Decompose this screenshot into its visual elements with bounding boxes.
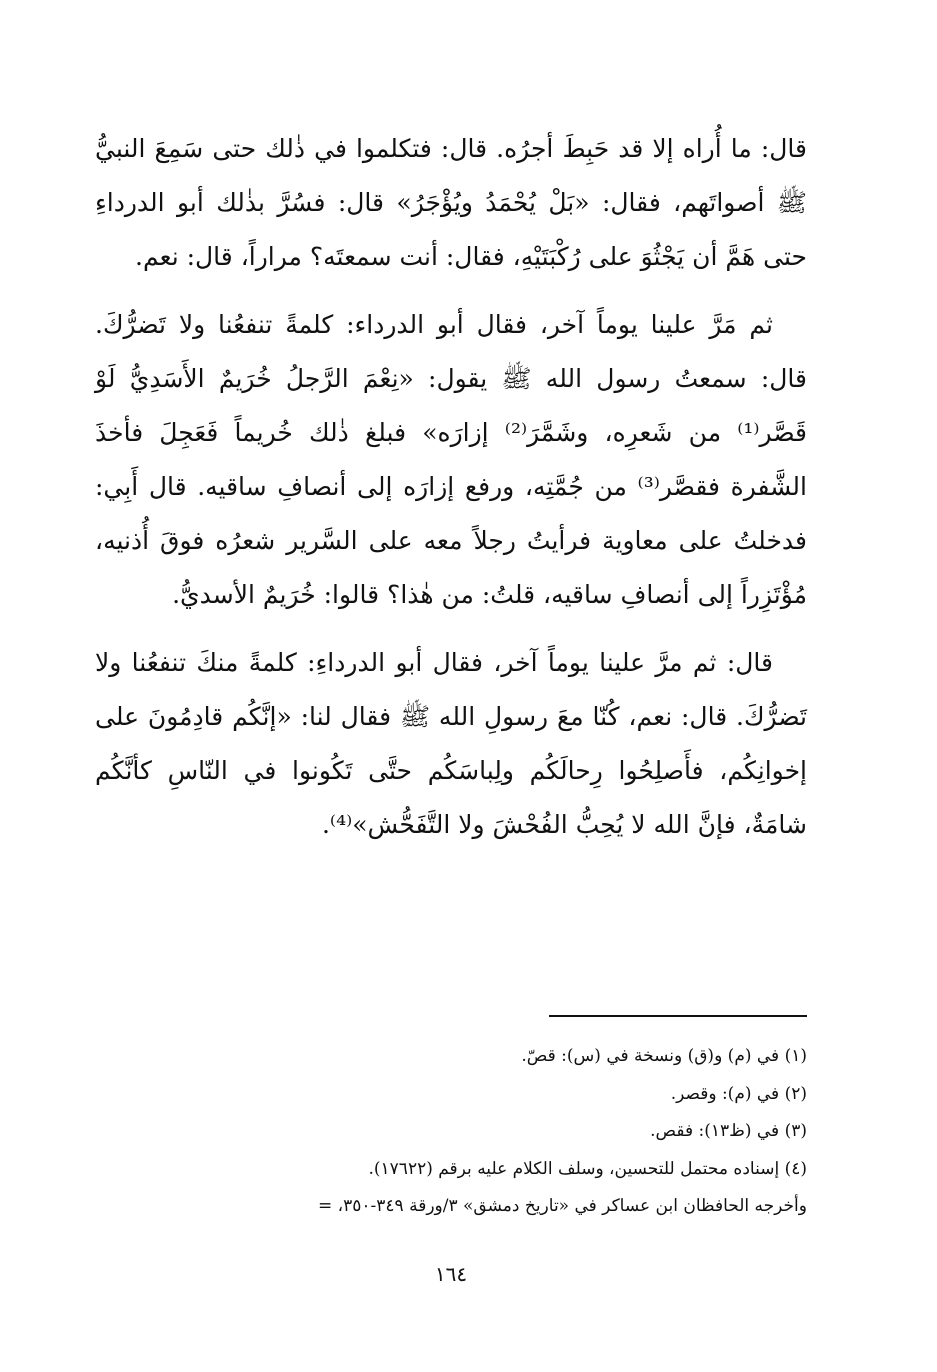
footnotes: [95, 1038, 807, 1226]
main-text: [95, 122, 807, 852]
footnote: (٣) في (ظ١٣): فقص.: [650, 1121, 807, 1141]
page-number: ١٦٤: [434, 1262, 468, 1286]
paragraph: ثم مَرَّ علينا يوماً آخر، فقال أبو الدرداء: كلمةً تنفعُنا ولا تَضرُّكَ. قال: سمعتُ رسول الله ﷺ يقول: «نِعْمَ الرَّجلُ خُرَيمٌ الأَسَدِيُّ لَوْ قَصَّر⁽¹⁾ من شَعرِه، وشَمَّرَ⁽²⁾ إزارَه» فبلغ ذٰلك خُريماً فَعَجِلَ فأخذَ الشَّفرة فقصَّر⁽³⁾ من جُمَّتِه، ورفع إزارَه إلى أنصافِ ساقيه. قال أَبِي: فدخلتُ على معاوية فرأيتُ رجلاً معه على السَّرير شعرُه فوقَ أُذنيه، مُؤْتَزِراً إلى أنصافِ ساقيه، قلتُ: من هٰذا؟ قالوا: خُرَيمٌ الأسديُّ.: [95, 310, 807, 609]
footnote-separator: [549, 1015, 807, 1017]
footnote: (١) في (م) و(ق) ونسخة في (س): قصّ.: [521, 1046, 807, 1066]
book-page: [95, 122, 807, 1322]
footnote: وأخرجه الحافظان ابن عساكر في «تاريخ دمشق» ٣/ورقة ٣٤٩-٣٥٠، =: [317, 1196, 807, 1216]
footnote: (٢) في (م): وقصر.: [670, 1083, 807, 1104]
paragraph: قال: ما أُراه إلا قد حَبِطَ أجرُه. قال: فتكلموا في ذٰلك حتى سَمِعَ النبيُّ ﷺ أصواتَهم، فقال: «بَلْ يُحْمَدُ ويُؤْجَرُ» قال: فسُرَّ بذٰلك أبو الدرداءِ حتى هَمَّ أن يَجْثُوَ على رُكْبَتَيْهِ، فقال: أنت سمعتَه؟ مراراً، قال: نعم.: [95, 134, 807, 271]
paragraph: قال: ثم مرَّ علينا يوماً آخر، فقال أبو الدرداءِ: كلمةً منكَ تنفعُنا ولا تَضرُّكَ. قال: نعم، كُنّا معَ رسولِ الله ﷺ فقال لنا: «إنَّكُم قادِمُونَ على إخوانِكُم، فأَصلِحُوا رِحالَكُم ولِباسَكُم حتَّى تَكُونوا في النّاسِ كأنَّكُم شامَةٌ، فإنَّ الله لا يُحِبُّ الفُحْشَ ولا التَّفَحُّش»⁽⁴⁾.: [95, 648, 807, 839]
footnote: (٤) إسناده محتمل للتحسين، وسلف الكلام عليه برقم (١٧٦٢٢).: [368, 1158, 807, 1179]
